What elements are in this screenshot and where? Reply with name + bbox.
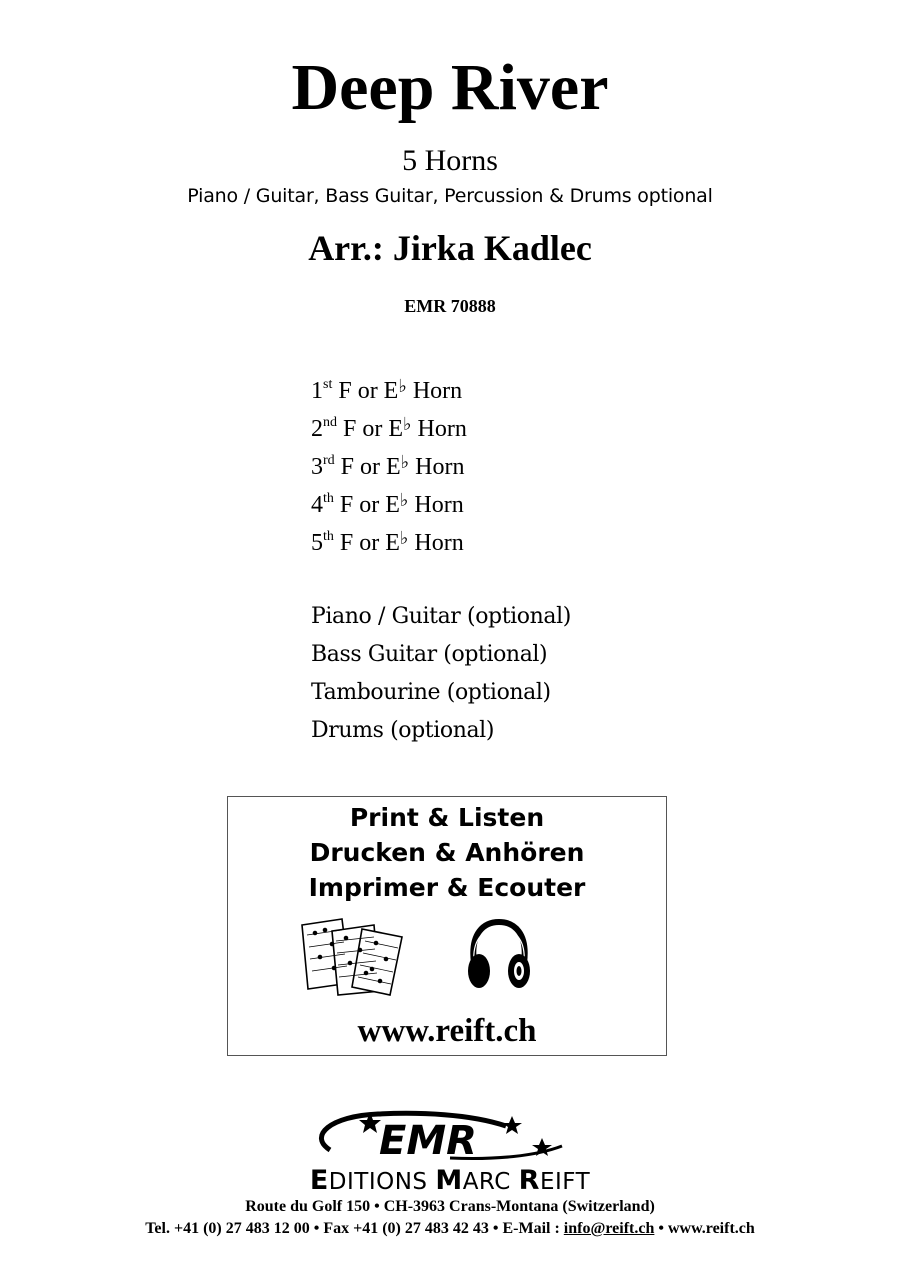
optional-part-item: Bass Guitar (optional) (311, 642, 548, 667)
website-link[interactable]: • www.reift.ch (654, 1220, 755, 1237)
ensemble-subtitle: 5 Horns (402, 144, 498, 177)
promo-website[interactable]: www.reift.ch (357, 1013, 537, 1049)
emr-logo-text: EMR (379, 1118, 477, 1164)
horn-parts-list (311, 372, 467, 562)
instrumentation-line: Piano / Guitar, Bass Guitar, Percussion & Drums optional (187, 185, 713, 207)
emr-logo (300, 1110, 600, 1168)
promo-line-english: Print & Listen (349, 803, 545, 832)
horn-part-item: 5th F or E♭ Horn (311, 528, 464, 556)
promo-line-french: Imprimer & Ecouter (308, 873, 586, 902)
publisher-name: EDITIONS MARC REIFT (309, 1165, 591, 1196)
horn-part-item: 1st F or E♭ Horn (311, 376, 463, 404)
publisher-address: Route du Golf 150 • CH-3963 Crans-Montana (Switzerland) (245, 1198, 655, 1215)
piece-title: Deep River (291, 51, 609, 124)
promo-line-german: Drucken & Anhören (309, 838, 585, 867)
email-link[interactable]: info@reift.ch (563, 1220, 655, 1237)
headphones-icon (464, 919, 534, 995)
sheet-music-icon (298, 917, 410, 997)
arranger-credit: Arr.: Jirka Kadlec (308, 228, 592, 268)
print-listen-box (227, 796, 667, 1056)
catalog-number: EMR 70888 (404, 296, 496, 316)
horn-part-item: 2nd F or E♭ Horn (311, 414, 467, 442)
optional-parts-list (311, 598, 571, 750)
horn-part-item: 3rd F or E♭ Horn (311, 452, 465, 480)
horn-part-item: 4th F or E♭ Horn (311, 490, 464, 518)
optional-part-item: Piano / Guitar (optional) (311, 604, 571, 629)
publisher-contact: Tel. +41 (0) 27 483 12 00 • Fax +41 (0) 27 483 42 43 • E-Mail : info@reift.ch • www.reift.ch (145, 1220, 755, 1237)
optional-part-item: Drums (optional) (311, 718, 495, 743)
optional-part-item: Tambourine (optional) (311, 680, 551, 705)
